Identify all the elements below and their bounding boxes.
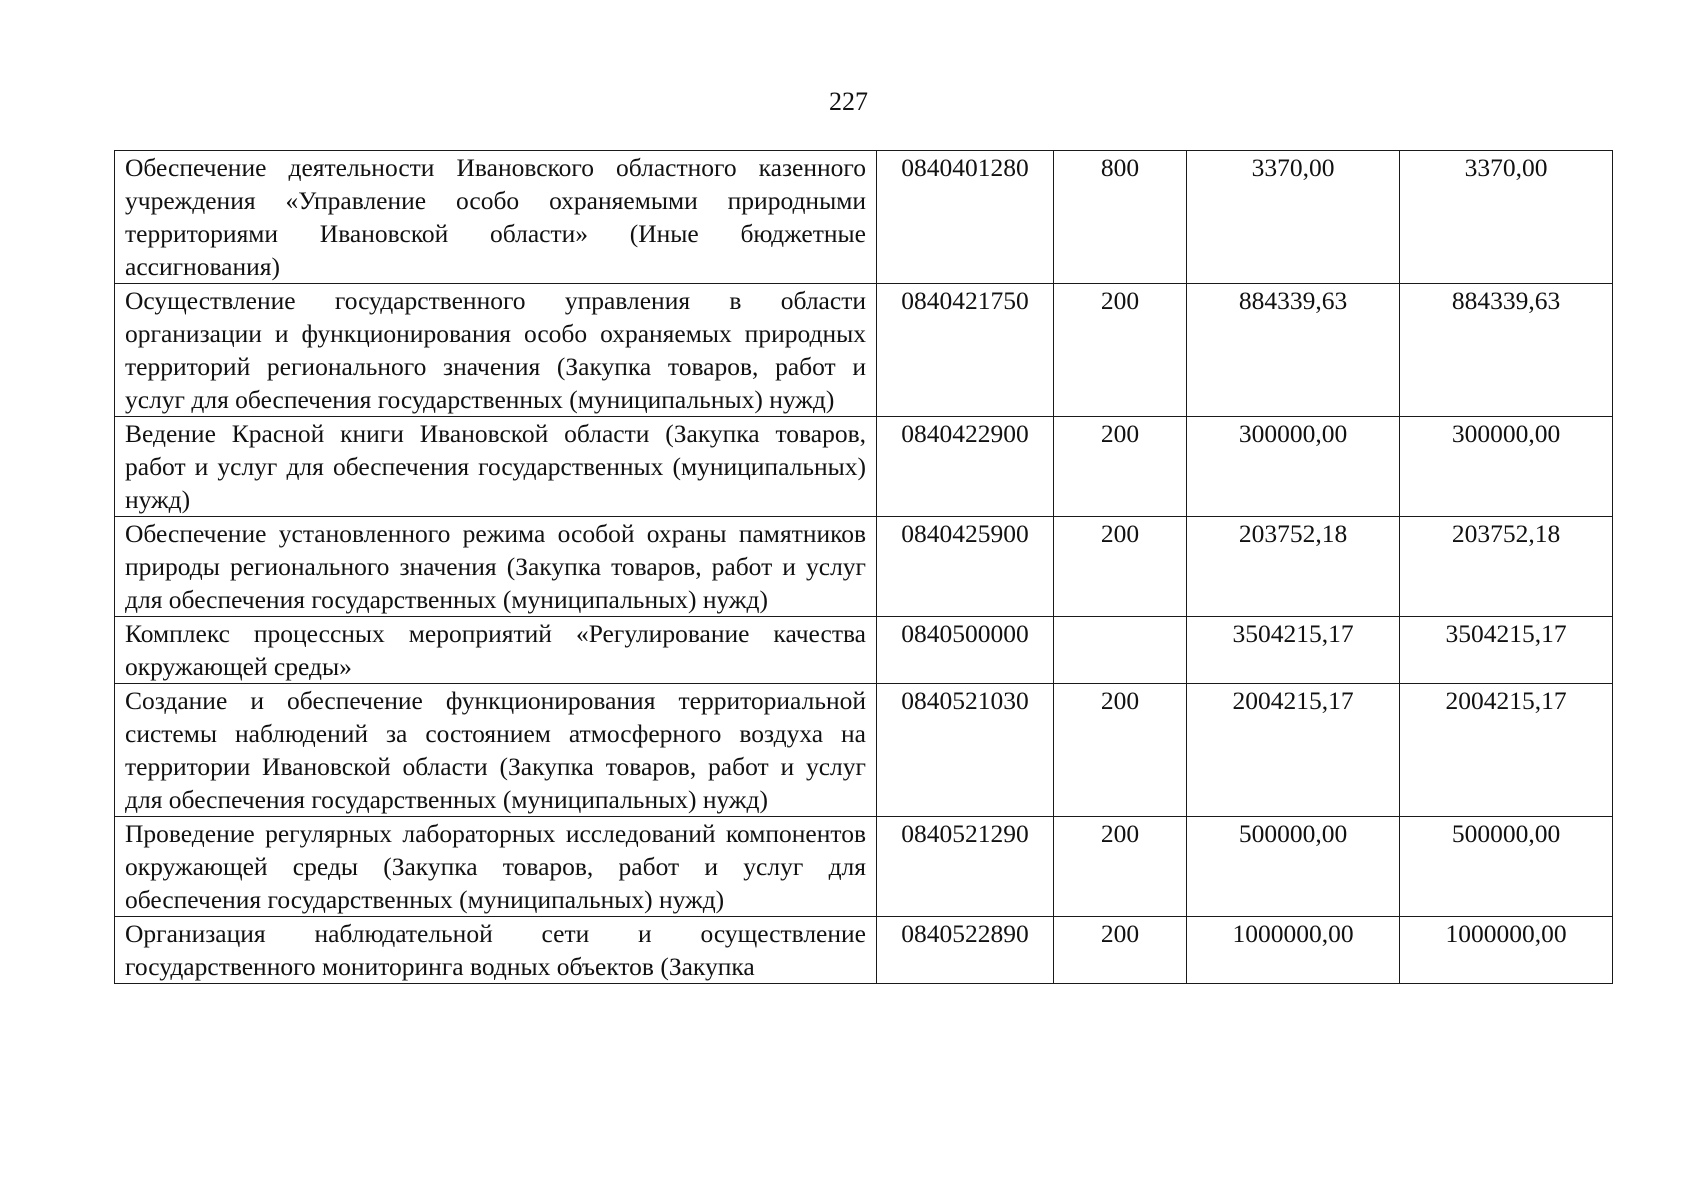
amount-year-1: 3504215,17 — [1187, 617, 1400, 684]
amount-year-2: 1000000,00 — [1400, 917, 1613, 984]
target-article-code: 0840422900 — [877, 417, 1054, 517]
amount-year-1: 500000,00 — [1187, 817, 1400, 917]
target-article-code: 0840500000 — [877, 617, 1054, 684]
amount-year-2: 3370,00 — [1400, 151, 1613, 284]
target-article-code: 0840521030 — [877, 684, 1054, 817]
expense-type-code: 200 — [1054, 917, 1187, 984]
expense-type-code: 800 — [1054, 151, 1187, 284]
target-article-code: 0840522890 — [877, 917, 1054, 984]
row-name: Осуществление государственного управления в области организации и функционирования особо охраняемых природных территорий регионального значения (Закупка товаров, работ и услуг для обеспечения государственных (муниципальных) нужд) — [115, 284, 877, 417]
amount-year-2: 2004215,17 — [1400, 684, 1613, 817]
amount-year-2: 3504215,17 — [1400, 617, 1613, 684]
table-row — [115, 151, 1613, 284]
expense-type-code: 200 — [1054, 817, 1187, 917]
row-name: Создание и обеспечение функционирования территориальной системы наблюдений за состоянием атмосферного воздуха на территории Ивановской области (Закупка товаров, работ и услуг для обеспечения государственных (муниципальных) нужд) — [115, 684, 877, 817]
expense-type-code: 200 — [1054, 517, 1187, 617]
row-name: Ведение Красной книги Ивановской области (Закупка товаров, работ и услуг для обеспечения государственных (муниципальных) нужд) — [115, 417, 877, 517]
target-article-code: 0840421750 — [877, 284, 1054, 417]
row-name: Организация наблюдательной сети и осуществление государственного мониторинга водных объектов (Закупка — [115, 917, 877, 984]
table-row — [115, 517, 1613, 617]
amount-year-1: 300000,00 — [1187, 417, 1400, 517]
table-row — [115, 817, 1613, 917]
amount-year-1: 3370,00 — [1187, 151, 1400, 284]
table-row — [115, 417, 1613, 517]
table-row — [115, 617, 1613, 684]
amount-year-2: 203752,18 — [1400, 517, 1613, 617]
budget-table — [114, 150, 1613, 984]
row-name: Обеспечение деятельности Ивановского областного казенного учреждения «Управление особо охраняемыми природными территориями Ивановской области» (Иные бюджетные ассигнования) — [115, 151, 877, 284]
target-article-code: 0840521290 — [877, 817, 1054, 917]
target-article-code: 0840425900 — [877, 517, 1054, 617]
row-name: Комплекс процессных мероприятий «Регулирование качества окружающей среды» — [115, 617, 877, 684]
amount-year-1: 2004215,17 — [1187, 684, 1400, 817]
table-row — [115, 284, 1613, 417]
amount-year-2: 884339,63 — [1400, 284, 1613, 417]
row-name: Обеспечение установленного режима особой охраны памятников природы регионального значения (Закупка товаров, работ и услуг для обеспечения государственных (муниципальных) нужд) — [115, 517, 877, 617]
expense-type-code: 200 — [1054, 684, 1187, 817]
table-row — [115, 684, 1613, 817]
expense-type-code: 200 — [1054, 417, 1187, 517]
row-name: Проведение регулярных лабораторных исследований компонентов окружающей среды (Закупка товаров, работ и услуг для обеспечения государственных (муниципальных) нужд) — [115, 817, 877, 917]
amount-year-1: 884339,63 — [1187, 284, 1400, 417]
amount-year-1: 203752,18 — [1187, 517, 1400, 617]
target-article-code: 0840401280 — [877, 151, 1054, 284]
table-row — [115, 917, 1613, 984]
amount-year-2: 300000,00 — [1400, 417, 1613, 517]
expense-type-code — [1054, 617, 1187, 684]
page-number: 227 — [829, 87, 868, 116]
amount-year-2: 500000,00 — [1400, 817, 1613, 917]
amount-year-1: 1000000,00 — [1187, 917, 1400, 984]
expense-type-code: 200 — [1054, 284, 1187, 417]
